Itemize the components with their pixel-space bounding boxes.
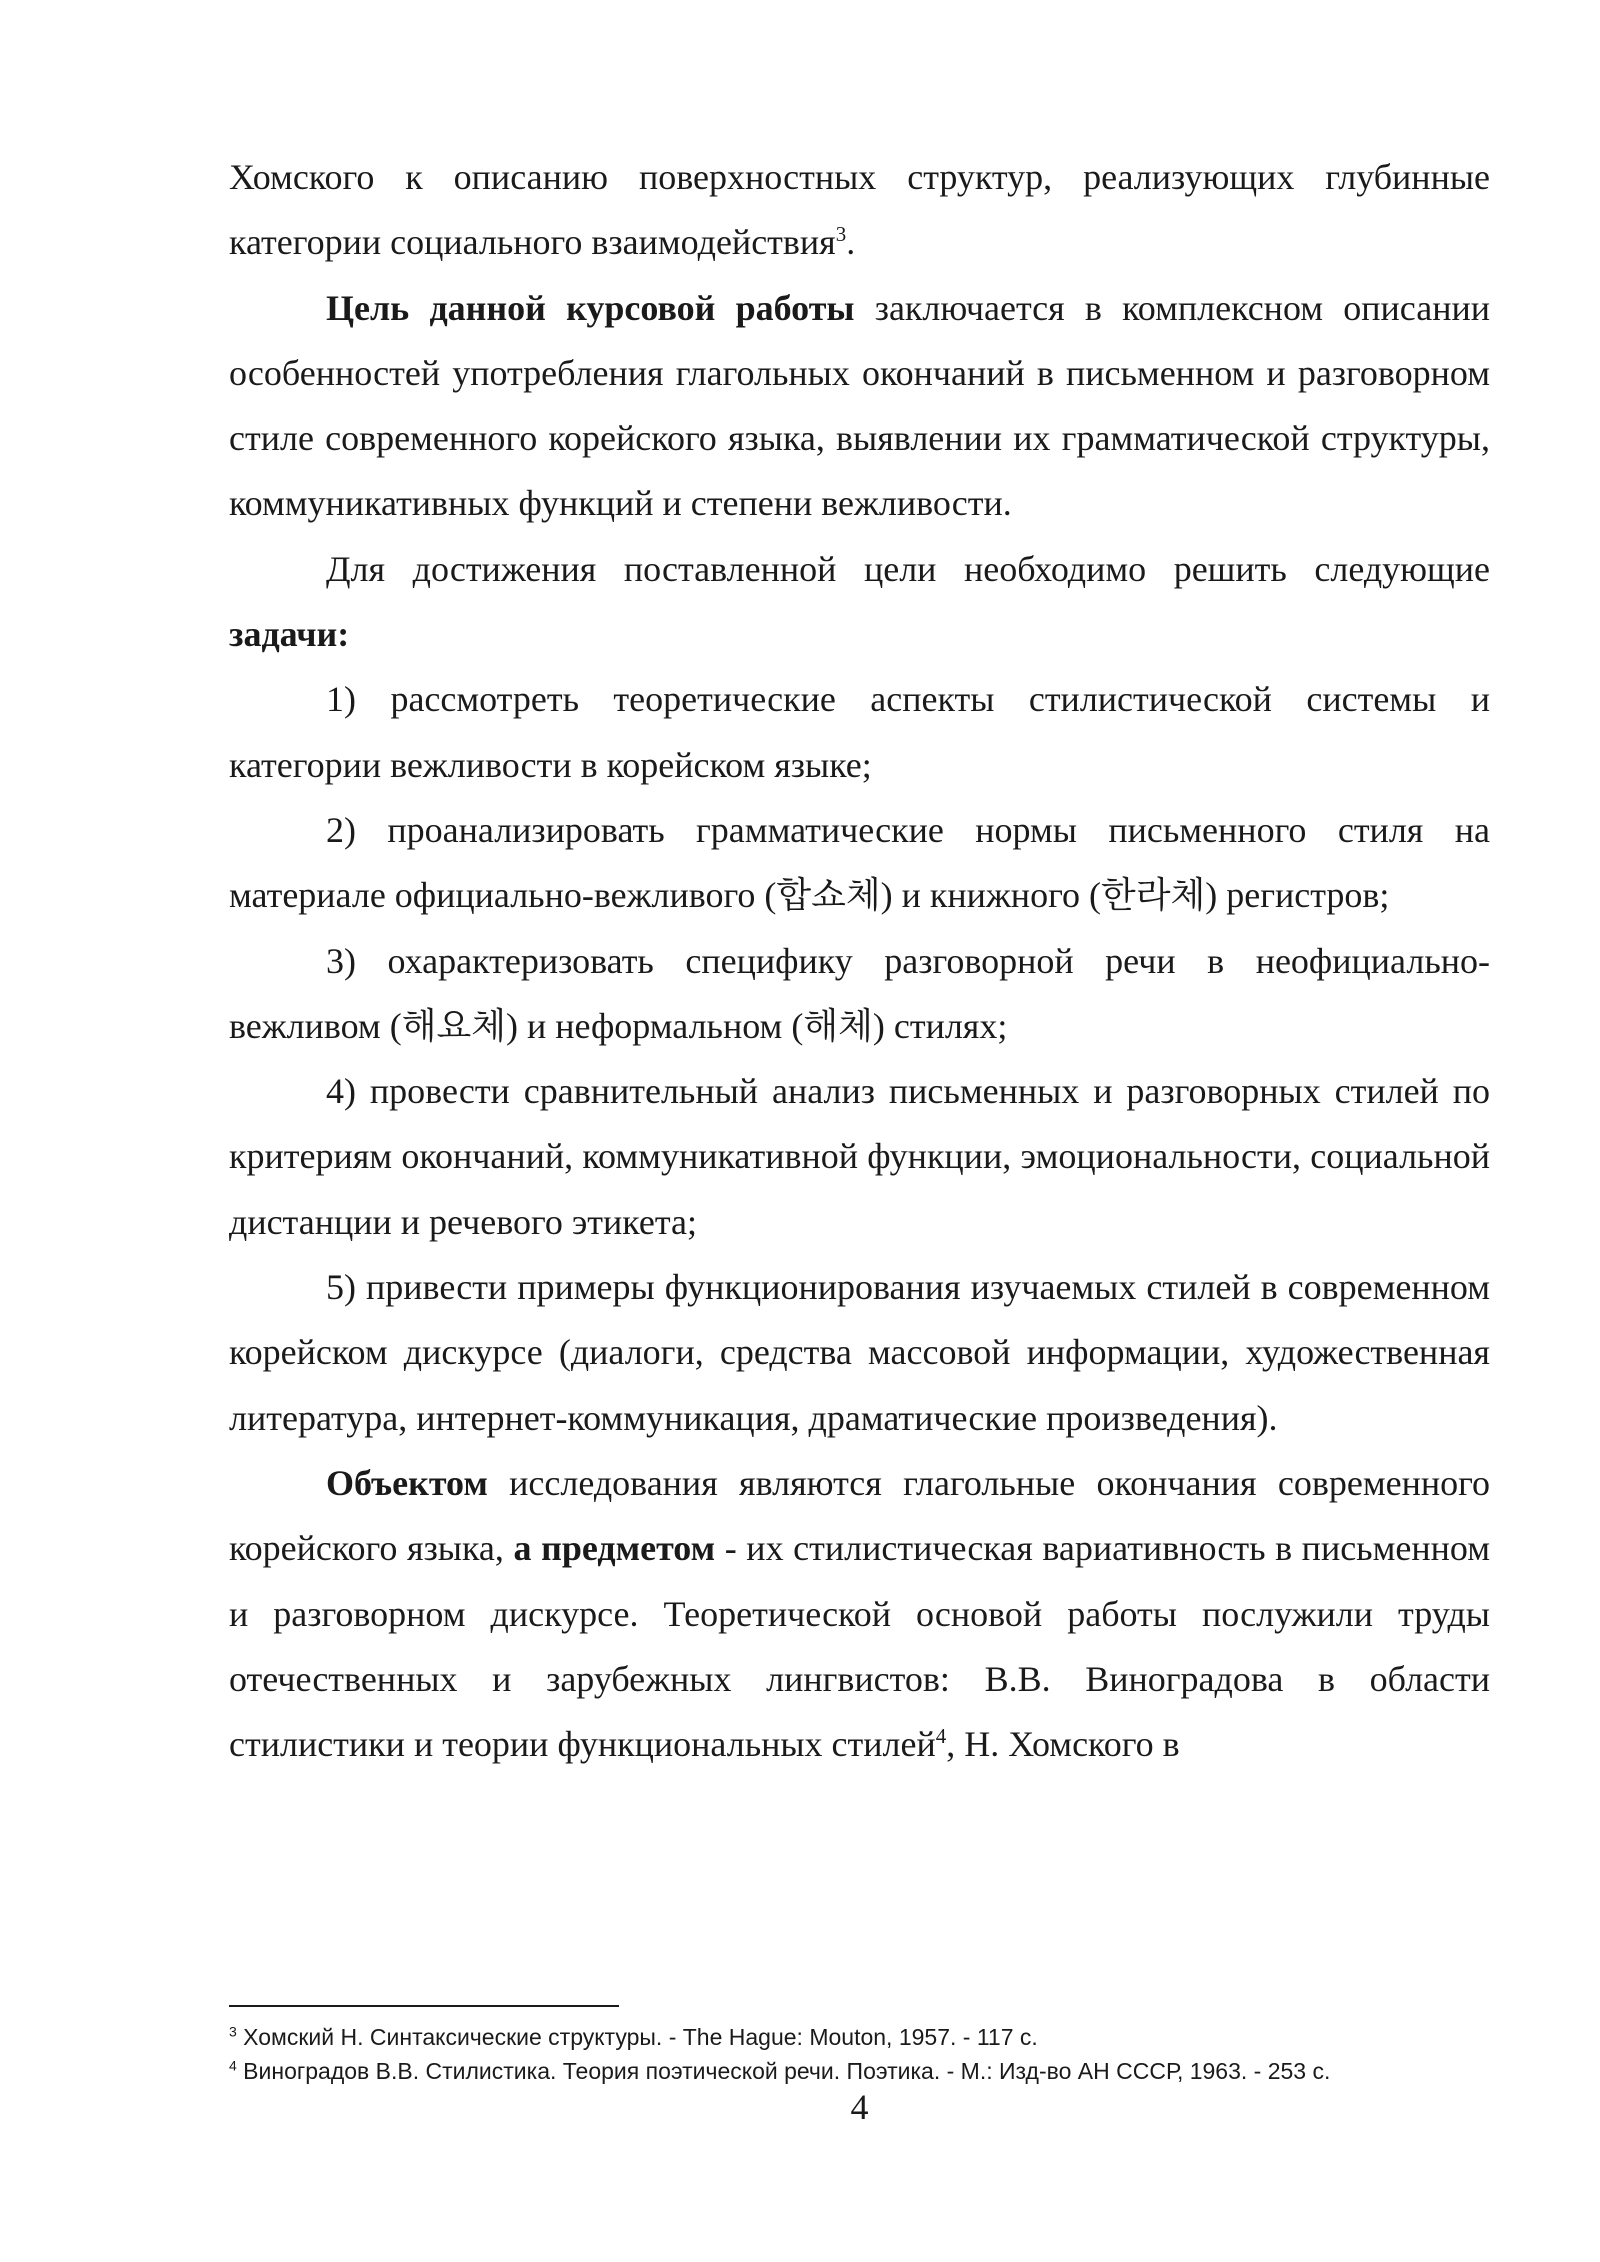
paragraph-text: - их стилистическая вариативность в письменном и разговорном дискурсе. Теоретической основой работы послужили труды отечественных и зарубежных лингвистов: В.В. Виноградова в области стилистики и теории функциональных стилей [229, 1528, 1490, 1765]
footnote-item [229, 2020, 1490, 2054]
body-text [229, 145, 1490, 1777]
paragraph-text: . [846, 222, 856, 263]
footnote-number: 4 [229, 2057, 237, 2074]
task-item: 3) охарактеризовать специфику разговорной речи в неофициально-вежливом (해요체) и неформальном (해체) стилях; [229, 940, 1490, 1046]
paragraph-tasks-intro [229, 537, 1490, 668]
paragraph-goal [229, 276, 1490, 537]
task-item: 1) рассмотреть теоретические аспекты стилистической системы и категории вежливости в корейском языке; [229, 679, 1490, 785]
object-heading: Объектом [326, 1462, 488, 1503]
footnote-text: Хомский Н. Синтаксические структуры. - The Hague: Mouton, 1957. - 117 с. [236, 2024, 1038, 2050]
task-item: 5) привести примеры функционирования изучаемых стилей в современном корейском дискурсе (диалоги, средства массовой информации, художественная литература, интернет-коммуникация, драматические произведения). [229, 1267, 1490, 1438]
footnote-separator [229, 2005, 619, 2007]
task-item: 2) проанализировать грамматические нормы письменного стиля на материале официально-вежливого (합쇼체) и книжного (한라체) регистров; [229, 809, 1490, 916]
footnote-item [229, 2054, 1490, 2088]
paragraph-text: , Н. Хомского в [946, 1724, 1180, 1765]
subject-heading: а предметом [513, 1528, 716, 1569]
paragraph-object-subject [229, 1451, 1490, 1777]
goal-heading: Цель данной курсовой работы [326, 287, 855, 328]
paragraph-text: заключается в комплексном описании особенностей употребления глагольных окончаний в письменном и разговорном стиле современного корейского языка, выявлении их грамматической структуры, коммуникативных функций и степени вежливости. [229, 287, 1491, 524]
paragraph-text: Хомского к описанию поверхностных структур, реализующих глубинные категории социального взаимодействия [229, 157, 1490, 263]
page-number: 4 [850, 2087, 869, 2127]
tasks-heading: задачи: [229, 614, 350, 655]
paragraph-intro-continuation [229, 145, 1490, 276]
footnote-text: Виноградов В.В. Стилистика. Теория поэтической речи. Поэтика. - М.: Изд-во АН СССР, 1963. - 253 с. [236, 2058, 1331, 2084]
footnote-reference[interactable]: 3 [835, 222, 847, 247]
footnote-number: 3 [229, 2023, 237, 2040]
task-item: 4) провести сравнительный анализ письменных и разговорных стилей по критериям окончаний, коммуникативной функции, эмоциональности, социальной дистанции и речевого этикета; [229, 1071, 1490, 1242]
footnote-reference[interactable]: 4 [935, 1724, 947, 1749]
paragraph-text: исследования являются глагольные окончания современного корейского языка, [229, 1462, 1490, 1569]
paragraph-text: Для достижения поставленной цели необходимо решить следующие [326, 548, 1490, 589]
footnotes [229, 2020, 1490, 2088]
